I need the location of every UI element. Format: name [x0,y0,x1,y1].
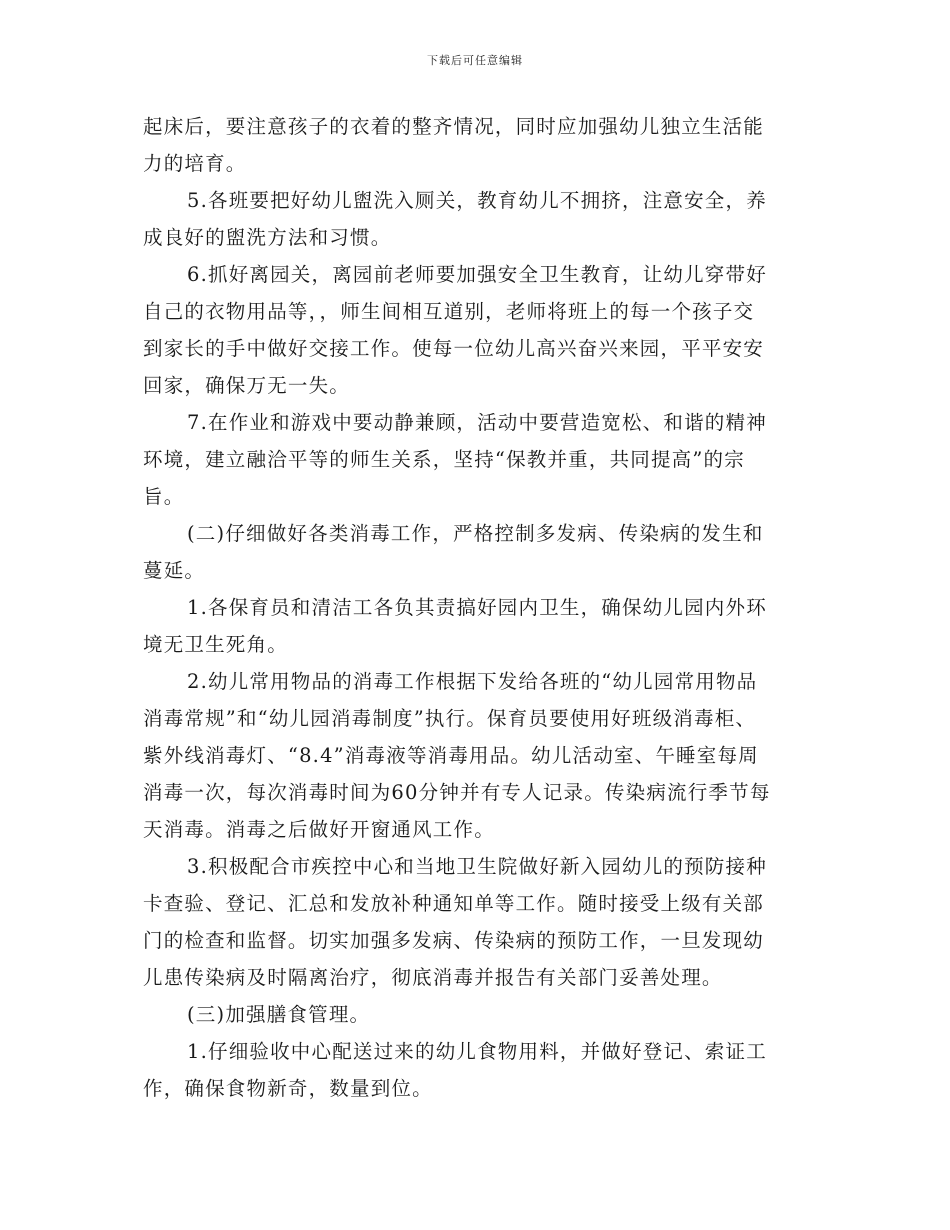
paragraph-line: 境无卫生死角。 [143,633,288,656]
paragraph-line: 作，确保食物新奇，数量到位。 [143,1077,433,1100]
paragraph-line: 门的检查和监督。切实加强多发病、传染病的预防工作，一旦发现幼 [143,929,765,952]
page-header: 下载后可任意编辑 [427,54,523,67]
paragraph-line: 1.仔细验收中心配送过来的幼儿食物用料，并做好登记、索证工 [187,1040,767,1063]
paragraph-line: 起床后，要注意孩子的衣着的整齐情况，同时应加强幼儿独立生活能 [143,115,765,138]
paragraph-line: 环境，建立融洽平等的师生关系，坚持“保教并重，共同提高”的宗 [143,448,745,471]
paragraph-line: 紫外线消毒灯、“8.4”消毒液等消毒用品。幼儿活动室、午睡室每周 [143,744,759,767]
paragraph-line: 7.在作业和游戏中要动静兼顾，活动中要营造宽松、和谐的精神 [187,411,767,434]
paragraph-line: 力的培育。 [143,152,247,175]
paragraph-line: 3.积极配合市疾控中心和当地卫生院做好新入园幼儿的预防接种 [187,855,767,878]
paragraph-line: 成良好的盥洗方法和习惯。 [143,226,392,249]
section-heading-line: (二)仔细做好各类消毒工作，严格控制多发病、传染病的发生和 [187,522,764,545]
section-heading-line: (三)加强膳食管理。 [187,1003,371,1026]
paragraph-line: 6.抓好离园关，离园前老师要加强安全卫生教育，让幼儿穿带好 [187,263,767,286]
paragraph-line: 到家长的手中做好交接工作。使每一位幼儿高兴奋兴来园，平平安安 [143,337,765,360]
document-body [143,108,807,1107]
paragraph-line: 儿患传染病及时隔离治疗，彻底消毒并报告有关部门妥善处理。 [143,966,723,989]
section-heading-line: 蔓延。 [143,559,206,582]
paragraph-line: 1.各保育员和清洁工各负其责搞好园内卫生，确保幼儿园内外环 [187,596,767,619]
paragraph-line: 消毒一次，每次消毒时间为60分钟并有专人记录。传染病流行季节每 [143,781,771,804]
paragraph-line: 2.幼儿常用物品的消毒工作根据下发给各班的“幼儿园常用物品 [187,670,758,693]
paragraph-line: 自己的衣物用品等，，师生间相互道别，老师将班上的每一个孩子交 [143,300,755,323]
paragraph-line: 回家，确保万无一失。 [143,374,351,397]
paragraph-line: 卡查验、登记、汇总和发放补种通知单等工作。随时接受上级有关部 [143,892,765,915]
paragraph-line: 5.各班要把好幼儿盥洗入厕关，教育幼儿不拥挤，注意安全，养 [187,189,767,212]
paragraph-line: 旨。 [143,485,185,508]
paragraph-line: 消毒常规”和“幼儿园消毒制度”执行。保育员要使用好班级消毒柜、 [143,707,757,730]
paragraph-line: 天消毒。消毒之后做好开窗通风工作。 [143,818,495,841]
